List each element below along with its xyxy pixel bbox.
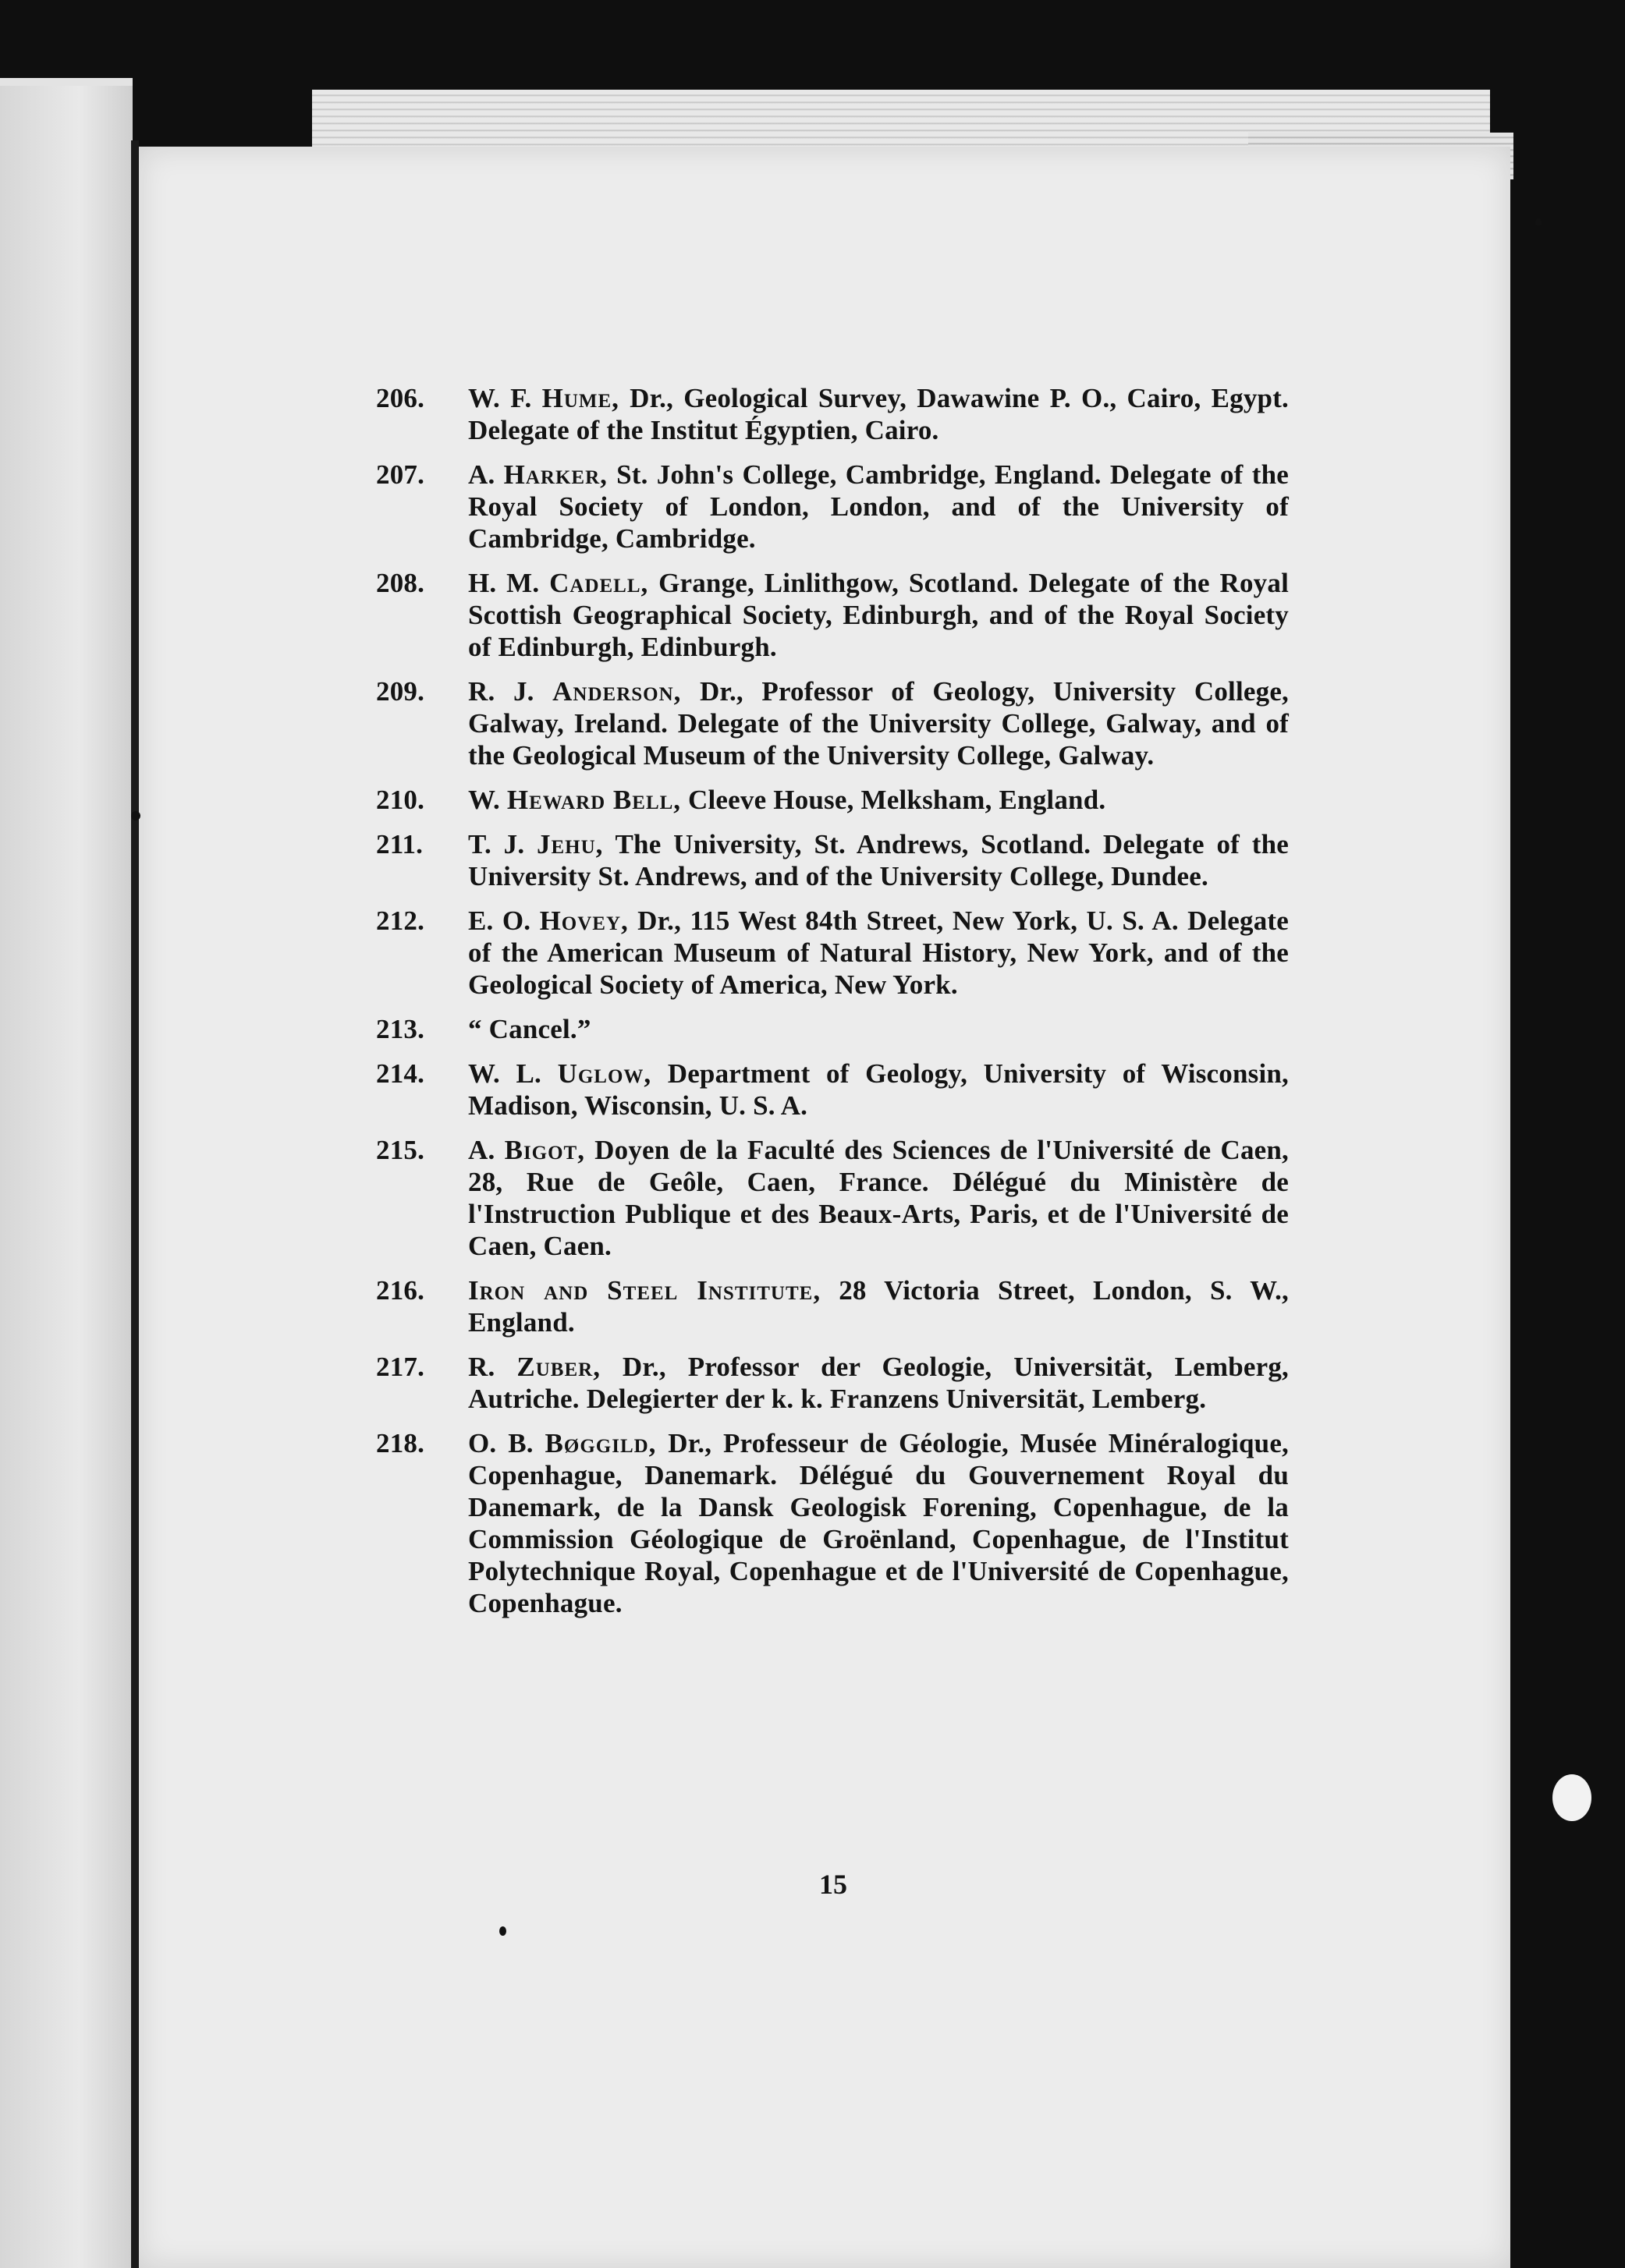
delegate-entry [376,459,1289,555]
delegate-entry [376,905,1289,1001]
delegate-list [376,382,1289,1632]
entry-body [468,829,1289,891]
scan-speck [131,811,140,820]
entry-number: 215. [376,1135,425,1165]
entry-text: Dr., Professor of Geology, University College, Galway, Ireland. Delegate of the University College, Galway, and of the Geological Museum of the University College, Galway. [468,676,1290,771]
entry-initials: H. M. [468,568,540,598]
entry-body [468,383,1289,445]
entry-text: 28 Victoria Street, London, S. W., England. [468,1275,1289,1338]
entry-text: Dr., Professeur de Géologie, Musée Minéralogique, Copenhague, Danemark. Délégué du Gouvernement Royal du Danemark, de la Dansk Geologisk Forening, Copenhague, de la Commission Géologique de Groënland, Copenhague, de l'Institut Polytechnique Royal, Copenhague et de l'Université de Copenhague, Copenhague. [468,1428,1290,1618]
entry-surname: Cadell, [549,568,649,598]
entry-surname: Iron and Steel Institute, [468,1275,821,1306]
scan-speck [1535,218,1542,226]
entry-text: Grange, Linlithgow, Scotland. Delegate of the Royal Scottish Geographical Society, Edinburgh, and of the Royal Society of Edinburgh, Edinburgh. [468,568,1290,662]
entry-body [468,1014,591,1044]
page-number: 15 [819,1869,847,1900]
entry-surname: Anderson, [552,676,682,707]
delegate-entry [376,1351,1289,1415]
entry-initials: E. O. [468,905,531,936]
entry-body [468,568,1289,662]
entry-number: 218. [376,1428,425,1458]
entry-initials: T. J. [468,829,525,859]
entry-number: 213. [376,1014,425,1044]
entry-body [468,1135,1289,1261]
entry-number: 214. [376,1058,425,1089]
delegate-entry [376,675,1289,771]
book-spine-shadow [131,140,139,2268]
entry-text: The University, St. Andrews, Scotland. Delegate of the University St. Andrews, and of the University College, Dundee. [468,829,1289,891]
entry-number: 208. [376,568,425,598]
entry-body [468,1352,1289,1414]
entry-body [468,1275,1289,1338]
entry-number: 211. [376,829,424,859]
previous-page-edge [0,86,133,2268]
entry-text: Doyen de la Faculté des Sciences de l'Université de Caen, 28, Rue de Geôle, Caen, France. Délégué du Ministère de l'Instruction Publique et des Beaux-Arts, Paris, et de l'Université de Caen, Caen. [468,1135,1289,1261]
entry-surname: Zuber, [516,1352,601,1382]
entry-text: “ Cancel.” [468,1014,591,1044]
entry-body [468,676,1289,771]
entry-initials: R. J. [468,676,534,707]
delegate-entry [376,1058,1289,1122]
entry-initials: W. L. [468,1058,541,1089]
entry-surname: Hume, [541,383,619,413]
delegate-entry [376,1427,1289,1619]
entry-surname: Harker, [503,459,608,490]
delegate-entry [376,1274,1289,1338]
entry-number: 217. [376,1352,425,1382]
entry-body [468,1428,1289,1618]
entry-initials: W. [468,785,500,815]
entry-surname: Bøggild, [545,1428,657,1458]
delegate-entry [376,382,1289,446]
entry-number: 207. [376,459,425,490]
entry-text: Dr., Geological Survey, Dawawine P. O., Cairo, Egypt. Delegate of the Institut Égyptien, Cairo. [468,383,1290,445]
entry-body [468,1058,1289,1121]
entry-initials: W. F. [468,383,532,413]
entry-initials: R. [468,1352,495,1382]
entry-text: Dr., Professor der Geologie, Universität, Lemberg, Autriche. Delegierter der k. k. Franzens Universität, Lemberg. [468,1352,1289,1414]
entry-surname: Heward Bell, [506,785,682,815]
delegate-entry [376,567,1289,663]
scan-speck [499,1926,506,1936]
entry-surname: Hovey, [539,905,629,936]
entry-text: Cleeve House, Melksham, England. [688,785,1106,815]
delegate-entry [376,1013,1289,1045]
entry-text: Dr., 115 West 84th Street, New York, U. S. A. Delegate of the American Museum of Natural History, New York, and of the Geological Society of America, New York. [468,905,1289,1000]
entry-surname: Uglow, [557,1058,652,1089]
entry-text: St. John's College, Cambridge, England. Delegate of the Royal Society of London, London, and of the University of Cambridge, Cambridge. [468,459,1289,554]
entry-surname: Jehu, [536,829,604,859]
entry-body [468,905,1289,1000]
entry-number: 216. [376,1275,425,1306]
entry-body [468,785,1105,815]
entry-initials: A. [468,459,495,490]
entry-number: 209. [376,676,425,707]
delegate-entry [376,784,1289,816]
entry-initials: O. B. [468,1428,534,1458]
entry-initials: A. [468,1135,495,1165]
entry-body [468,459,1289,554]
entry-number: 210. [376,785,425,815]
delegate-entry [376,828,1289,892]
entry-number: 212. [376,905,425,936]
entry-number: 206. [376,383,425,413]
entry-surname: Bigot, [504,1135,585,1165]
delegate-entry [376,1134,1289,1262]
scan-blemish [1552,1774,1591,1821]
entry-text: Department of Geology, University of Wisconsin, Madison, Wisconsin, U. S. A. [468,1058,1289,1121]
